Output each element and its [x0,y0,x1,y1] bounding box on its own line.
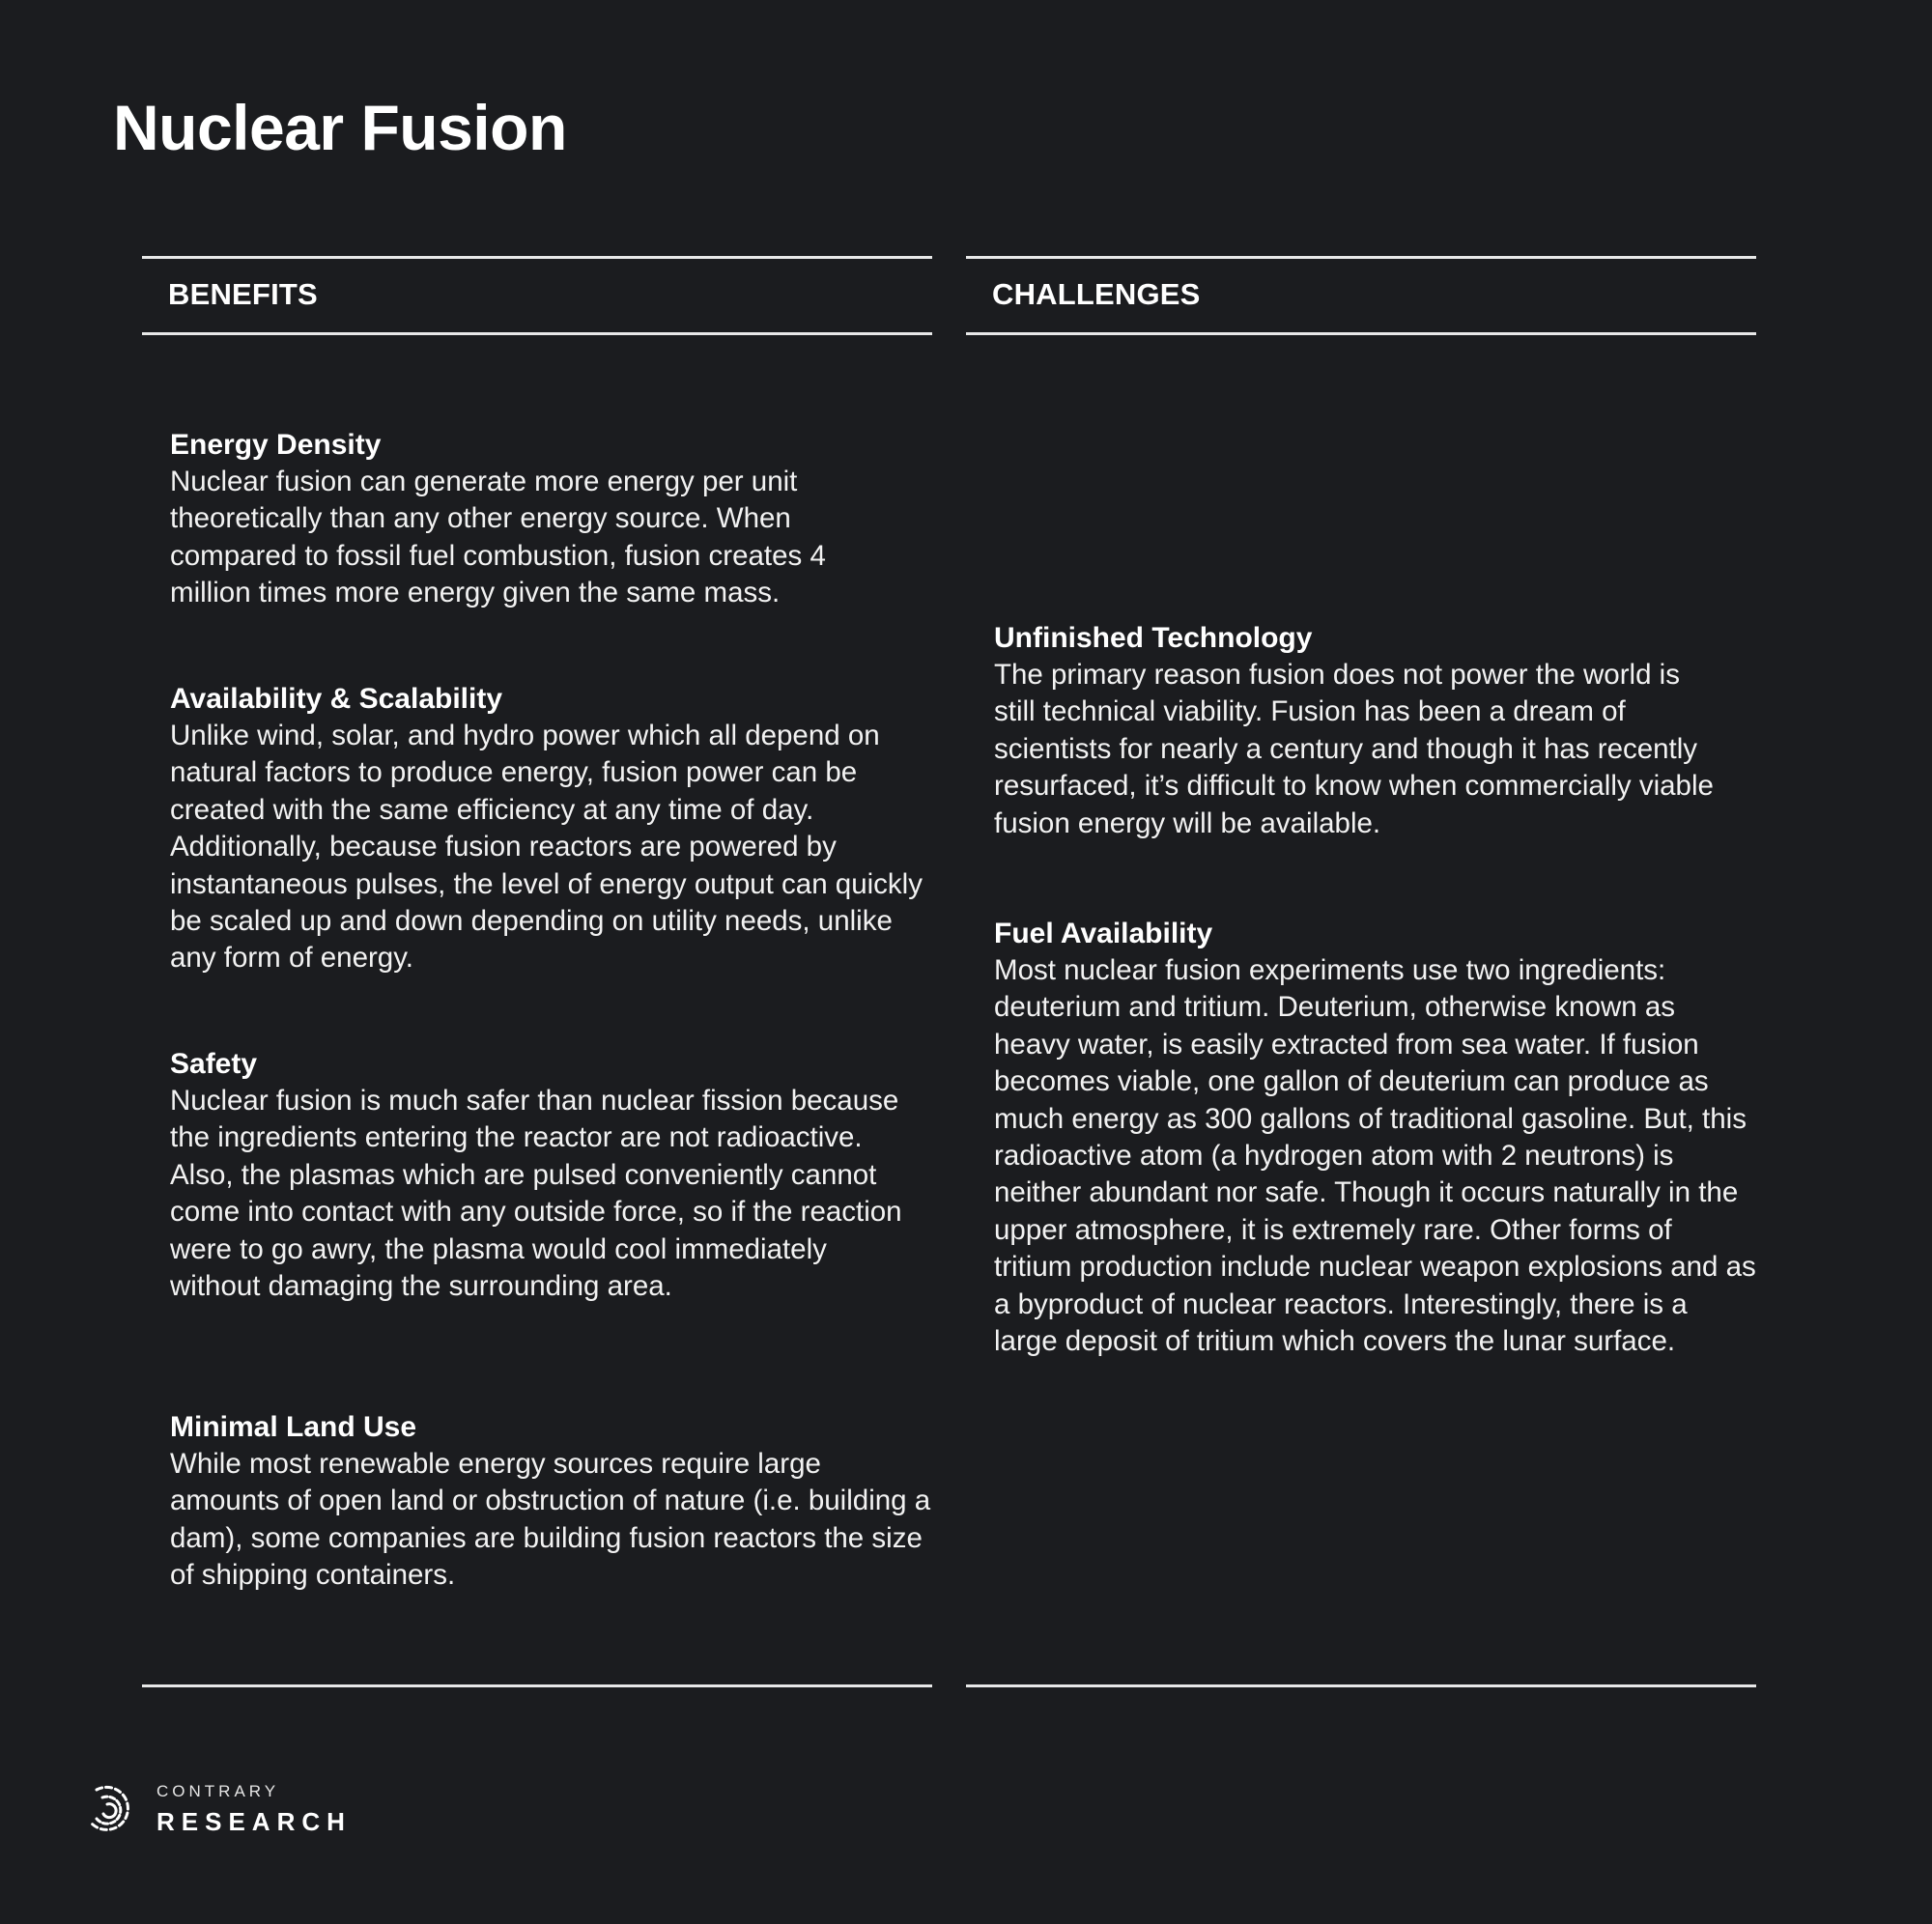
section-body: Nuclear fusion is much safer than nuclear fission because the ingredients entering the reactor are not radioactive. Also, the plasmas which are pulsed conveniently cannot come into contact with any outside force, so if the reaction were to go awry, the plasma would cool immediately without damaging the surrounding area. [170,1085,902,1303]
logo-line-research: RESEARCH [156,1807,352,1836]
challenges-column [966,256,1756,1687]
divider-header [966,332,1756,335]
contrary-research-logo [87,1782,352,1836]
section-title: Unfinished Technology [994,622,1313,654]
section-title: Safety [170,1048,258,1080]
divider-top [966,256,1756,259]
benefits-column [142,256,932,1687]
page-title: Nuclear Fusion [113,92,567,163]
divider-top [142,256,932,259]
section-body: While most renewable energy sources require large amounts of open land or obstruction of nature (i.e. building a dam), some companies are building fusion reactors the size of shipping containers. [170,1448,931,1592]
section-body: Nuclear fusion can generate more energy per unit theoretically than any other energy source. When compared to fossil fuel combustion, fusion creates 4 million times more energy given the same mass. [170,466,826,609]
divider-header [142,332,932,335]
challenge-fuel-availability [994,916,1757,1360]
logo-mark-icon [87,1782,133,1836]
section-body: Unlike wind, solar, and hydro power which all depend on natural factors to produce energy, fusion power can be created with the same efficiency at any time of day. Additionally, because fusion reactors are powered by instantaneous pulses, the level of energy output can quickly be scaled up and down depending on utility needs, unlike any form of energy. [170,720,923,975]
section-body: The primary reason fusion does not power the world is still technical viability. Fusion has been a dream of scientists for nearly a century and though it has recently resurfaced, it’s difficult to know when commercially viable fusion energy will be available. [994,659,1714,839]
section-title: Minimal Land Use [170,1411,417,1443]
section-title: Energy Density [170,429,382,461]
section-title: Availability & Scalability [170,683,503,715]
section-body: Most nuclear fusion experiments use two ingredients: deuterium and tritium. Deuterium, otherwise known as heavy water, is easily extracted from sea water. If fusion becomes viable, one gallon of deuterium can produce as much energy as 300 gallons of traditional gasoline. But, this radioactive atom (a hydrogen atom with 2 neutrons) is neither abundant nor safe. Though it occurs naturally in the upper atmosphere, it is extremely rare. Other forms of tritium production include nuclear weapon explosions and as a byproduct of nuclear reactors. Interestingly, there is a large deposit of tritium which covers the lunar surface. [994,954,1756,1358]
benefit-availability-scalability [170,681,933,977]
benefit-energy-density [170,427,933,612]
benefits-header: BENEFITS [168,277,318,311]
section-title: Fuel Availability [994,918,1213,949]
benefit-minimal-land-use [170,1409,933,1595]
benefit-safety [170,1046,933,1305]
logo-line-contrary: CONTRARY [156,1782,280,1800]
challenges-header: CHALLENGES [992,277,1201,311]
divider-bottom [142,1684,932,1687]
challenge-unfinished-technology [994,620,1757,842]
divider-bottom [966,1684,1756,1687]
